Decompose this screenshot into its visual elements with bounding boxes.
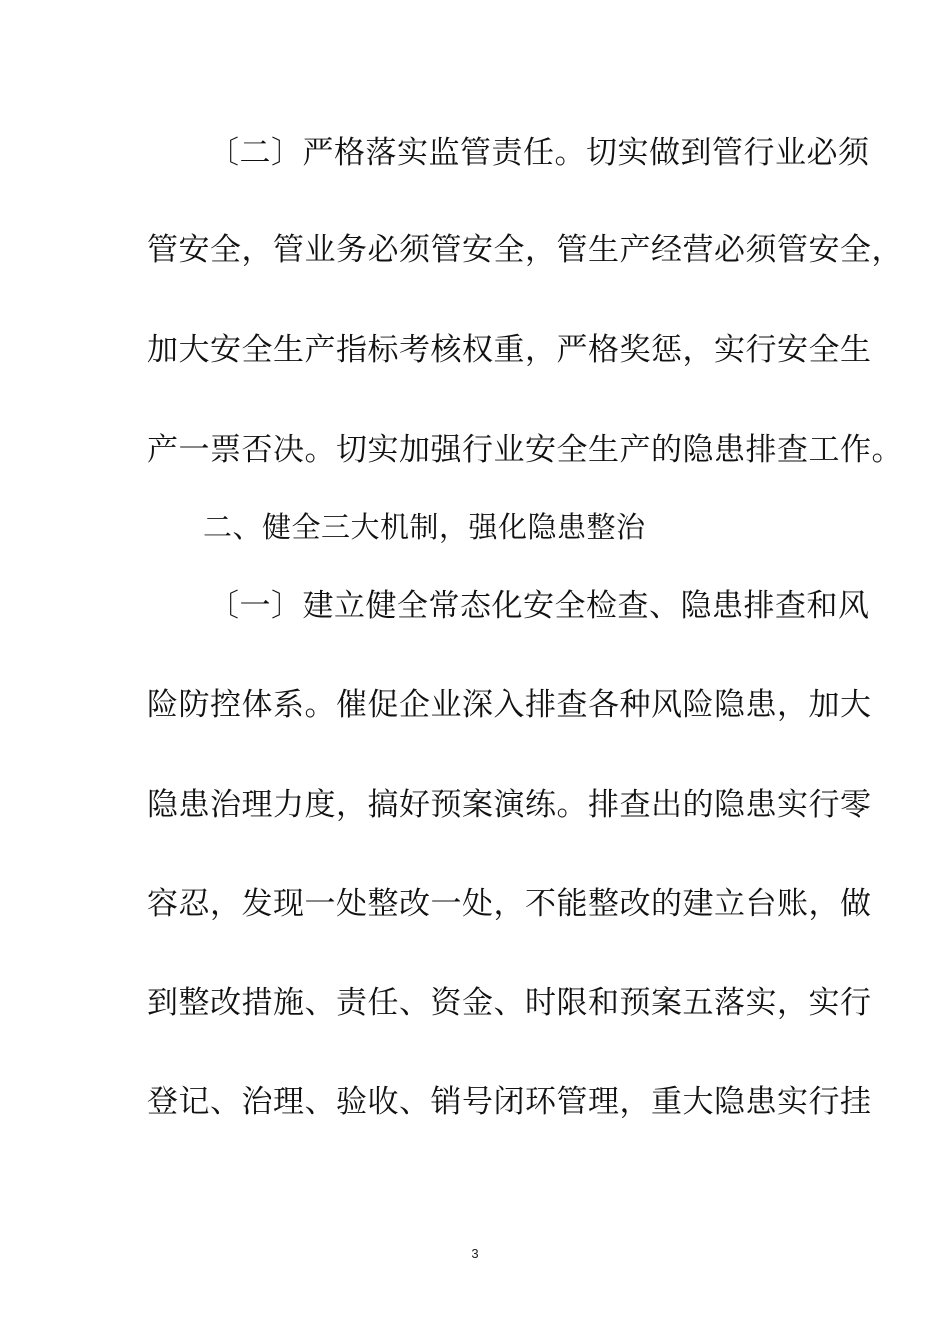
paragraph-line: 隐患治理力度，搞好预案演练。排查出的隐患实行零: [147, 787, 872, 823]
paragraph-line: 产一票否决。切实加强行业安全生产的隐患排查工作。: [147, 432, 903, 468]
section-heading: 二、健全三大机制，强化隐患整治: [203, 510, 646, 544]
paragraph-line: 容忍，发现一处整改一处，不能整改的建立台账，做: [147, 886, 872, 922]
paragraph-line: 〔二〕严格落实监管责任。切实做到管行业必须: [208, 135, 870, 171]
paragraph-line: 险防控体系。催促企业深入排查各种风险隐患，加大: [147, 687, 872, 723]
paragraph-line: 登记、治理、验收、销号闭环管理，重大隐患实行挂: [147, 1084, 872, 1120]
paragraph-line: 加大安全生产指标考核权重，严格奖惩，实行安全生: [147, 332, 872, 368]
paragraph-line: 到整改措施、责任、资金、时限和预案五落实，实行: [147, 985, 872, 1021]
paragraph-line: 〔一〕建立健全常态化安全检查、隐患排查和风: [208, 588, 870, 624]
page-number: 3: [471, 1246, 479, 1261]
paragraph-line: 管安全，管业务必须管安全，管生产经营必须管安全，: [147, 232, 903, 268]
